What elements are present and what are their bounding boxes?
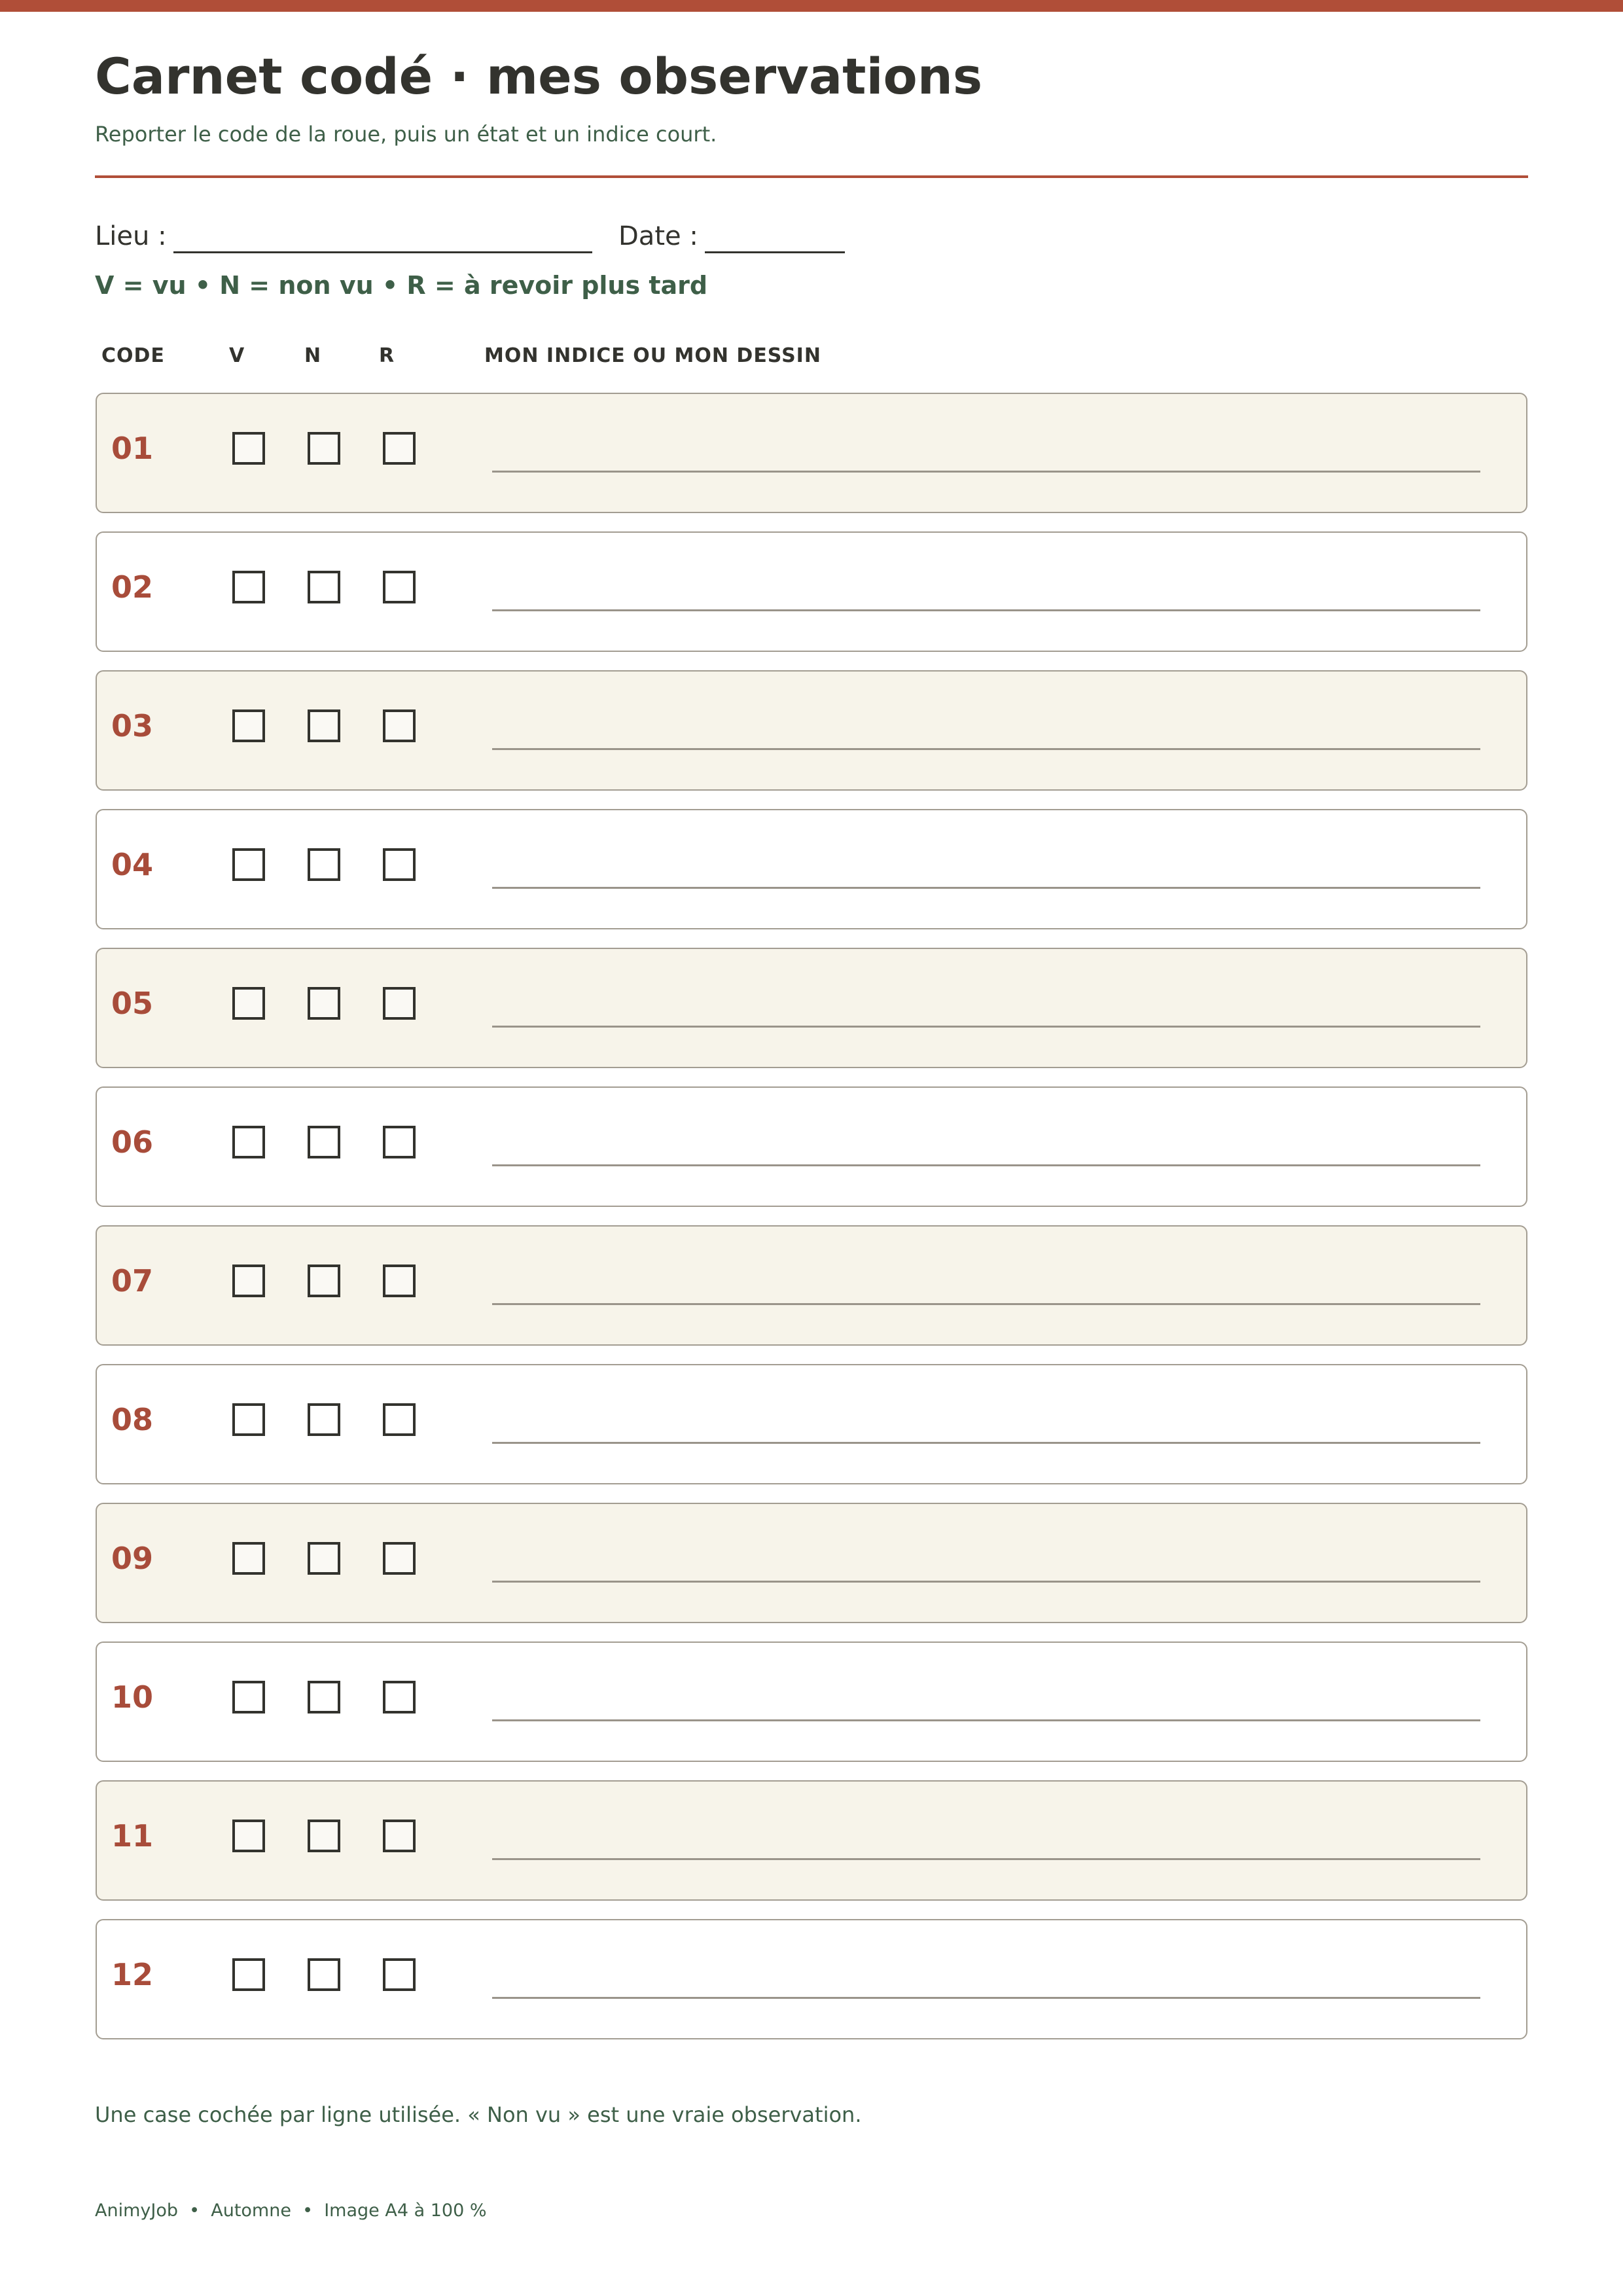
table-row [96,393,1527,513]
checkbox-vu[interactable] [232,1126,265,1158]
checkbox-vu[interactable] [232,1958,265,1991]
checkbox-vu[interactable] [232,1820,265,1852]
checkbox-non-vu[interactable] [308,571,340,603]
status-legend: V = vu • N = non vu • R = à revoir plus tard [95,271,708,300]
column-header-clue: MON INDICE OU MON DESSIN [484,344,821,367]
lieu-field[interactable] [173,251,592,253]
checkbox-non-vu[interactable] [308,987,340,1020]
row-code: 02 [111,569,154,605]
checkbox-non-vu[interactable] [308,709,340,742]
row-code: 05 [111,986,154,1021]
row-code: 11 [111,1818,154,1854]
table-row [96,1780,1527,1901]
checkbox-non-vu[interactable] [308,1265,340,1297]
checkbox-vu[interactable] [232,1542,265,1575]
checkbox-vu[interactable] [232,987,265,1020]
column-header-v: V [229,344,245,367]
checkbox-vu[interactable] [232,571,265,603]
checkbox-a-revoir[interactable] [383,1681,416,1713]
checkbox-non-vu[interactable] [308,1958,340,1991]
table-row [96,1919,1527,2039]
row-code: 03 [111,708,154,744]
table-row [96,1364,1527,1484]
checkbox-non-vu[interactable] [308,1542,340,1575]
clue-line[interactable] [492,1026,1480,1028]
checkbox-vu[interactable] [232,1681,265,1713]
checkbox-a-revoir[interactable] [383,987,416,1020]
checkbox-a-revoir[interactable] [383,1820,416,1852]
row-code: 08 [111,1402,154,1437]
checkbox-a-revoir[interactable] [383,848,416,881]
checkbox-vu[interactable] [232,1403,265,1436]
checkbox-a-revoir[interactable] [383,1958,416,1991]
lieu-label: Lieu : [95,221,167,251]
table-row [96,531,1527,652]
checkbox-non-vu[interactable] [308,1403,340,1436]
checkbox-vu[interactable] [232,432,265,465]
row-code: 10 [111,1679,154,1715]
clue-line[interactable] [492,748,1480,750]
checkbox-a-revoir[interactable] [383,1126,416,1158]
page-footer: AnimyJob • Automne • Image A4 à 100 % [95,2200,487,2221]
checkbox-non-vu[interactable] [308,432,340,465]
date-label: Date : [618,221,698,251]
table-row [96,670,1527,791]
checkbox-a-revoir[interactable] [383,1265,416,1297]
clue-line[interactable] [492,609,1480,611]
clue-line[interactable] [492,1997,1480,1999]
checkbox-non-vu[interactable] [308,1681,340,1713]
page-title: Carnet codé · mes observations [95,47,983,105]
checkbox-non-vu[interactable] [308,848,340,881]
column-header-code: CODE [101,344,165,367]
top-accent-bar [0,0,1623,12]
checkbox-non-vu[interactable] [308,1820,340,1852]
table-row [96,1641,1527,1762]
clue-line[interactable] [492,887,1480,889]
clue-line[interactable] [492,1581,1480,1583]
row-code: 07 [111,1263,154,1299]
checkbox-a-revoir[interactable] [383,1403,416,1436]
checkbox-a-revoir[interactable] [383,571,416,603]
row-code: 06 [111,1124,154,1160]
clue-line[interactable] [492,1858,1480,1860]
column-header-n: N [304,344,322,367]
table-row [96,1503,1527,1623]
clue-line[interactable] [492,1164,1480,1166]
checkbox-non-vu[interactable] [308,1126,340,1158]
clue-line[interactable] [492,1303,1480,1305]
row-code: 09 [111,1541,154,1576]
clue-line[interactable] [492,1442,1480,1444]
checkbox-a-revoir[interactable] [383,709,416,742]
table-row [96,948,1527,1068]
header-divider [95,175,1528,178]
checkbox-a-revoir[interactable] [383,1542,416,1575]
checkbox-vu[interactable] [232,709,265,742]
row-code: 12 [111,1957,154,1992]
checkbox-vu[interactable] [232,848,265,881]
table-row [96,809,1527,929]
row-code: 01 [111,431,154,466]
page-subtitle: Reporter le code de la roue, puis un état et un indice court. [95,122,717,147]
clue-line[interactable] [492,471,1480,473]
date-field[interactable] [705,251,845,253]
table-row [96,1086,1527,1207]
row-code: 04 [111,847,154,882]
checkbox-vu[interactable] [232,1265,265,1297]
instruction-note: Une case cochée par ligne utilisée. « Non vu » est une vraie observation. [95,2102,862,2127]
table-row [96,1225,1527,1346]
checkbox-a-revoir[interactable] [383,432,416,465]
clue-line[interactable] [492,1719,1480,1721]
column-header-r: R [379,344,395,367]
